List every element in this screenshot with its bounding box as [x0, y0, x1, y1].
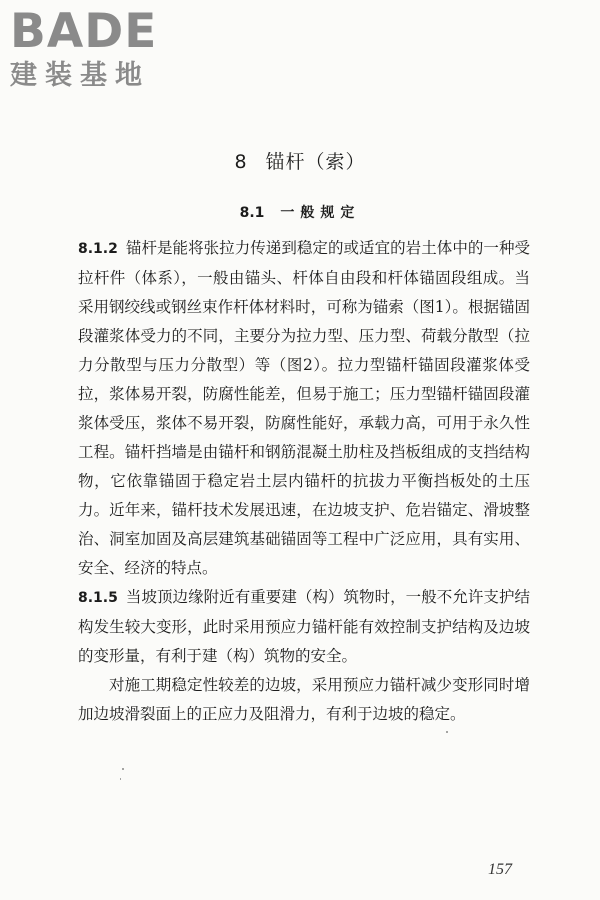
logo-brand: BADE [10, 4, 158, 59]
logo-subtitle: 建装基地 [10, 60, 150, 91]
paragraph-8-1-5 [78, 583, 530, 671]
paragraph-text: 当坡顶边缘附近有重要建（构）筑物时，一般不允许支护结构发生较大变形，此时采用预应力锚杆能有效控制支护结构及边坡的变形量，有利于建（构）筑物的安全。 [78, 588, 530, 665]
scan-speck [446, 731, 448, 733]
paragraph-text: 对施工期稳定性较差的边坡，采用预应力锚杆减少变形同时增加边坡滑裂面上的正应力及阻滑力，有利于边坡的稳定。 [78, 676, 530, 723]
bade-logo [10, 4, 180, 92]
paragraph-text: 锚杆是能将张拉力传递到稳定的或适宜的岩土体中的一种受拉杆件（体系），一般由锚头、杆体自由段和杆体锚固段组成。当采用钢绞线或钢丝束作杆体材料时，可称为锚索（图1）。根据锚固段灌浆体受力的不同，主要分为拉力型、压力型、荷载分散型（拉力分散型与压力分散型）等（图2）。拉力型锚杆锚固段灌浆体受拉，浆体易开裂，防腐性能差，但易于施工；压力型锚杆锚固段灌浆体受压，浆体不易开裂，防腐性能好，承载力高，可用于永久性工程。锚杆挡墙是由锚杆和钢筋混凝土肋柱及挡板组成的支挡结构物，它依靠锚固于稳定岩土层内锚杆的抗拔力平衡挡板处的土压力。近年来，锚杆技术发展迅速，在边坡支护、危岩锚定、滑坡整治、洞室加固及高层建筑基础锚固等工程中广泛应用，具有实用、安全、经济的特点。 [78, 239, 530, 577]
chapter-number: 8 [234, 151, 248, 173]
paragraph-8-1-2 [78, 234, 530, 583]
chapter-heading [0, 147, 600, 174]
page-number: 157 [488, 861, 512, 878]
chapter-title: 锚杆（索） [265, 151, 366, 173]
clause-number: 8.1.5 [78, 590, 118, 606]
scan-speck [122, 768, 124, 770]
section-heading [0, 202, 600, 222]
scan-speck [120, 778, 121, 780]
section-title: 一般规定 [280, 205, 361, 221]
clause-number: 8.1.2 [78, 241, 118, 257]
section-number: 8.1 [239, 205, 265, 221]
body-text [78, 234, 530, 729]
paragraph-continuation [78, 671, 530, 729]
